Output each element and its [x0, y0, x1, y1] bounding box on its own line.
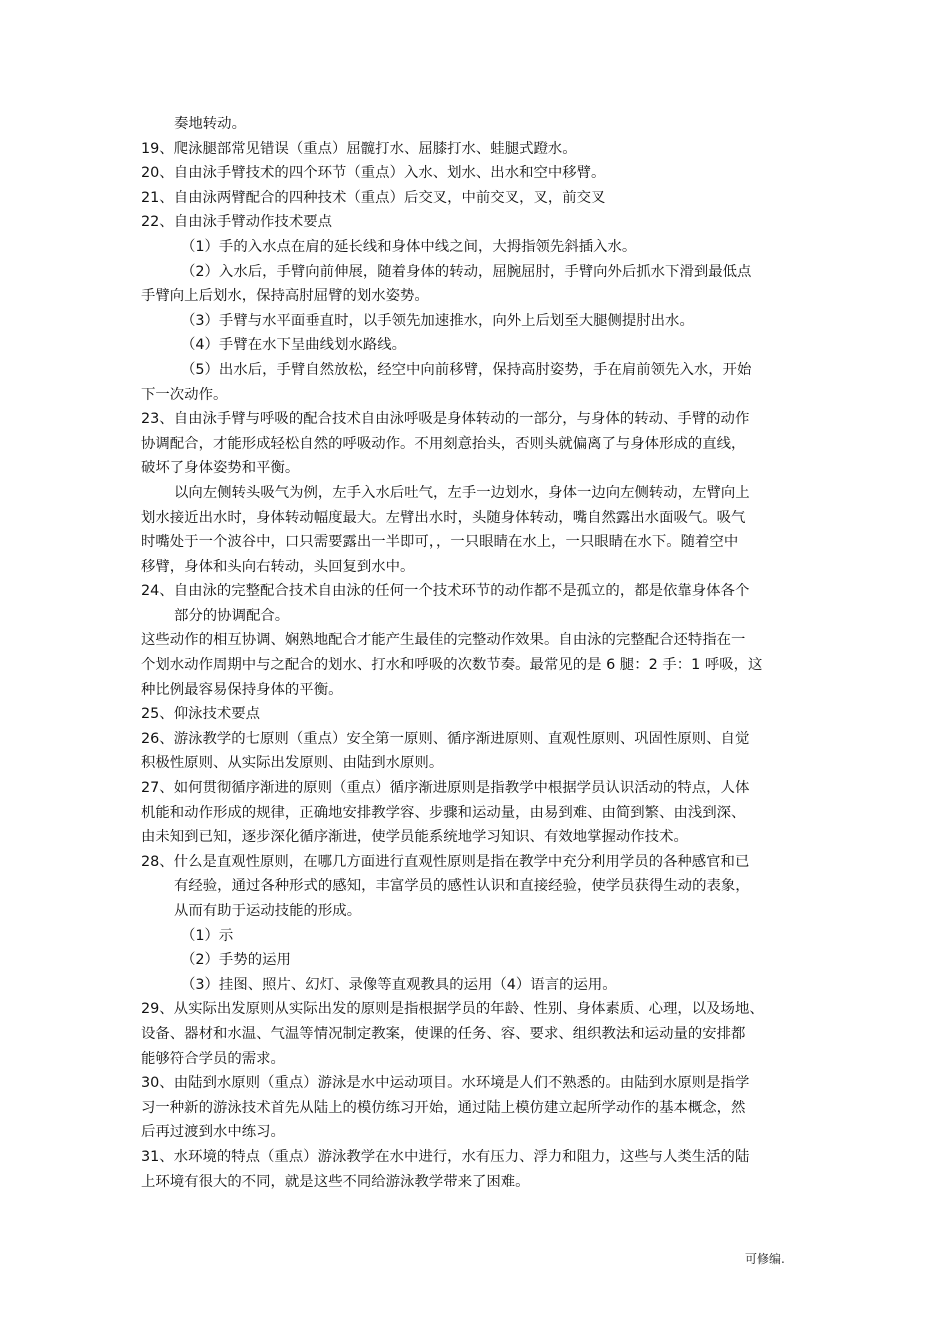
- text-line: 协调配合，才能形成轻松自然的呼吸动作。不用刻意抬头，否则头就偏离了与身体形成的直线，: [141, 435, 746, 452]
- text-line: 积极性原则、从实际出发原则、由陆到水原则。: [141, 755, 444, 772]
- text-line: 由未知到已知，逐步深化循序渐进，使学员能系统地学习知识、有效地掌握动作技术。: [141, 829, 688, 846]
- text-line: （1）手的入水点在肩的延长线和身体中线之间，大拇指领先斜插入水。: [181, 238, 637, 255]
- text-line: 机能和动作形成的规律，正确地安排教学容、步骤和运动量，由易到难、由简到繁、由浅到深、: [141, 804, 746, 821]
- text-line: 从而有助于运动技能的形成。: [174, 903, 362, 919]
- text-line: 21、自由泳两臂配合的四种技术（重点）后交叉，中前交叉，叉，前交叉: [141, 189, 606, 206]
- text-line: 27、如何贯彻循序渐进的原则（重点）循序渐进原则是指教学中根据学员认识活动的特点，人体: [141, 780, 750, 797]
- text-line: 28、什么是直观性原则，在哪几方面进行直观性原则是指在教学中充分利用学员的各种感官和已: [141, 853, 750, 870]
- text-line: 29、从实际出发原则从实际出发的原则是指根据学员的年龄、性别、身体素质、心理，以及场地、: [141, 1001, 764, 1018]
- text-line: 个划水动作周期中与之配合的划水、打水和呼吸的次数节奏。最常见的是 6 腿：2 手：1 呼吸，这: [141, 657, 763, 674]
- text-line: （1）示: [181, 927, 234, 944]
- text-line: 破坏了身体姿势和平衡。: [141, 460, 300, 477]
- text-line: 设备、器材和水温、气温等情况制定教案，使课的任务、容、要求、组织教法和运动量的安排都: [141, 1025, 746, 1042]
- text-line: （4）手臂在水下呈曲线划水路线。: [181, 337, 407, 354]
- text-line: 有经验，通过各种形式的感知，丰富学员的感性认识和直接经验，使学员获得生动的表象，: [174, 878, 750, 895]
- text-line: 后再过渡到水中练习。: [141, 1124, 285, 1141]
- document-body: [141, 112, 817, 1194]
- text-line: （2）入水后，手臂向前伸展，随着身体的转动，屈腕屈肘，手臂向外后抓水下滑到最低点: [181, 263, 752, 280]
- text-line: 习一种新的游泳技术首先从陆上的模仿练习开始，通过陆上模仿建立起所学动作的基本概念，然: [141, 1099, 746, 1116]
- text-line: 这些动作的相互协调、娴熟地配合才能产生最佳的完整动作效果。自由泳的完整配合还特指在一: [141, 632, 746, 649]
- text-line: （3）挂图、照片、幻灯、录像等直观教具的运用（4）语言的运用。: [181, 976, 617, 993]
- text-line: （3）手臂与水平面垂直时，以手领先加速推水，向外上后划至大腿侧提肘出水。: [181, 312, 694, 329]
- text-line: 26、游泳教学的七原则（重点）安全第一原则、循序渐进原则、直观性原则、巩固性原则、自觉: [141, 730, 750, 747]
- text-line: 部分的协调配合。: [174, 607, 290, 624]
- text-line: 手臂向上后划水，保持高肘屈臂的划水姿势。: [141, 288, 429, 305]
- text-line: 19、爬泳腿部常见错误（重点）屈髋打水、屈膝打水、蛙腿式蹬水。: [141, 140, 577, 157]
- text-line: （5）出水后，手臂自然放松，经空中向前移臂，保持高肘姿势，手在肩前领先入水，开始: [181, 361, 752, 378]
- text-line: 上环境有很大的不同，就是这些不同给游泳教学带来了困难。: [141, 1173, 530, 1190]
- text-line: 下一次动作。: [141, 386, 228, 403]
- text-line: 划水接近出水时，身体转动幅度最大。左臂出水时，头随身体转动，嘴自然露出水面吸气。吸气: [141, 509, 746, 526]
- text-line: 奏地转动。: [174, 116, 246, 132]
- text-line: （2）手势的运用: [181, 952, 291, 969]
- text-line: 23、自由泳手臂与呼吸的配合技术自由泳呼吸是身体转动的一部分，与身体的转动、手臂的动作: [141, 411, 750, 428]
- text-line: 能够符合学员的需求。: [141, 1050, 285, 1067]
- text-line: 以向左侧转头吸气为例，左手入水后吐气，左手一边划水，身体一边向左侧转动，左臂向上: [174, 484, 750, 501]
- text-line: 移臂，身体和头向右转动，头回复到水中。: [141, 558, 415, 575]
- text-line: 种比例最容易保持身体的平衡。: [141, 681, 343, 698]
- text-line: 22、自由泳手臂动作技术要点: [141, 214, 332, 231]
- text-line: 24、自由泳的完整配合技术自由泳的任何一个技术环节的动作都不是孤立的，都是依靠身体各个: [141, 583, 750, 600]
- text-line: 时嘴处于一个波谷中，口只需要露出一半即可，，一只眼睛在水上，一只眼睛在水下。随着空中: [141, 534, 739, 551]
- text-line: 31、水环境的特点（重点）游泳教学在水中进行，水有压力、浮力和阻力，这些与人类生活的陆: [141, 1148, 750, 1165]
- text-line: 25、仰泳技术要点: [141, 706, 261, 723]
- text-line: 30、由陆到水原则（重点）游泳是水中运动项目。水环境是人们不熟悉的。由陆到水原则是指学: [141, 1075, 750, 1092]
- text-line: 20、自由泳手臂技术的四个环节（重点）入水、划水、出水和空中移臂。: [141, 165, 606, 182]
- page-footer: 可修编.: [745, 1252, 785, 1266]
